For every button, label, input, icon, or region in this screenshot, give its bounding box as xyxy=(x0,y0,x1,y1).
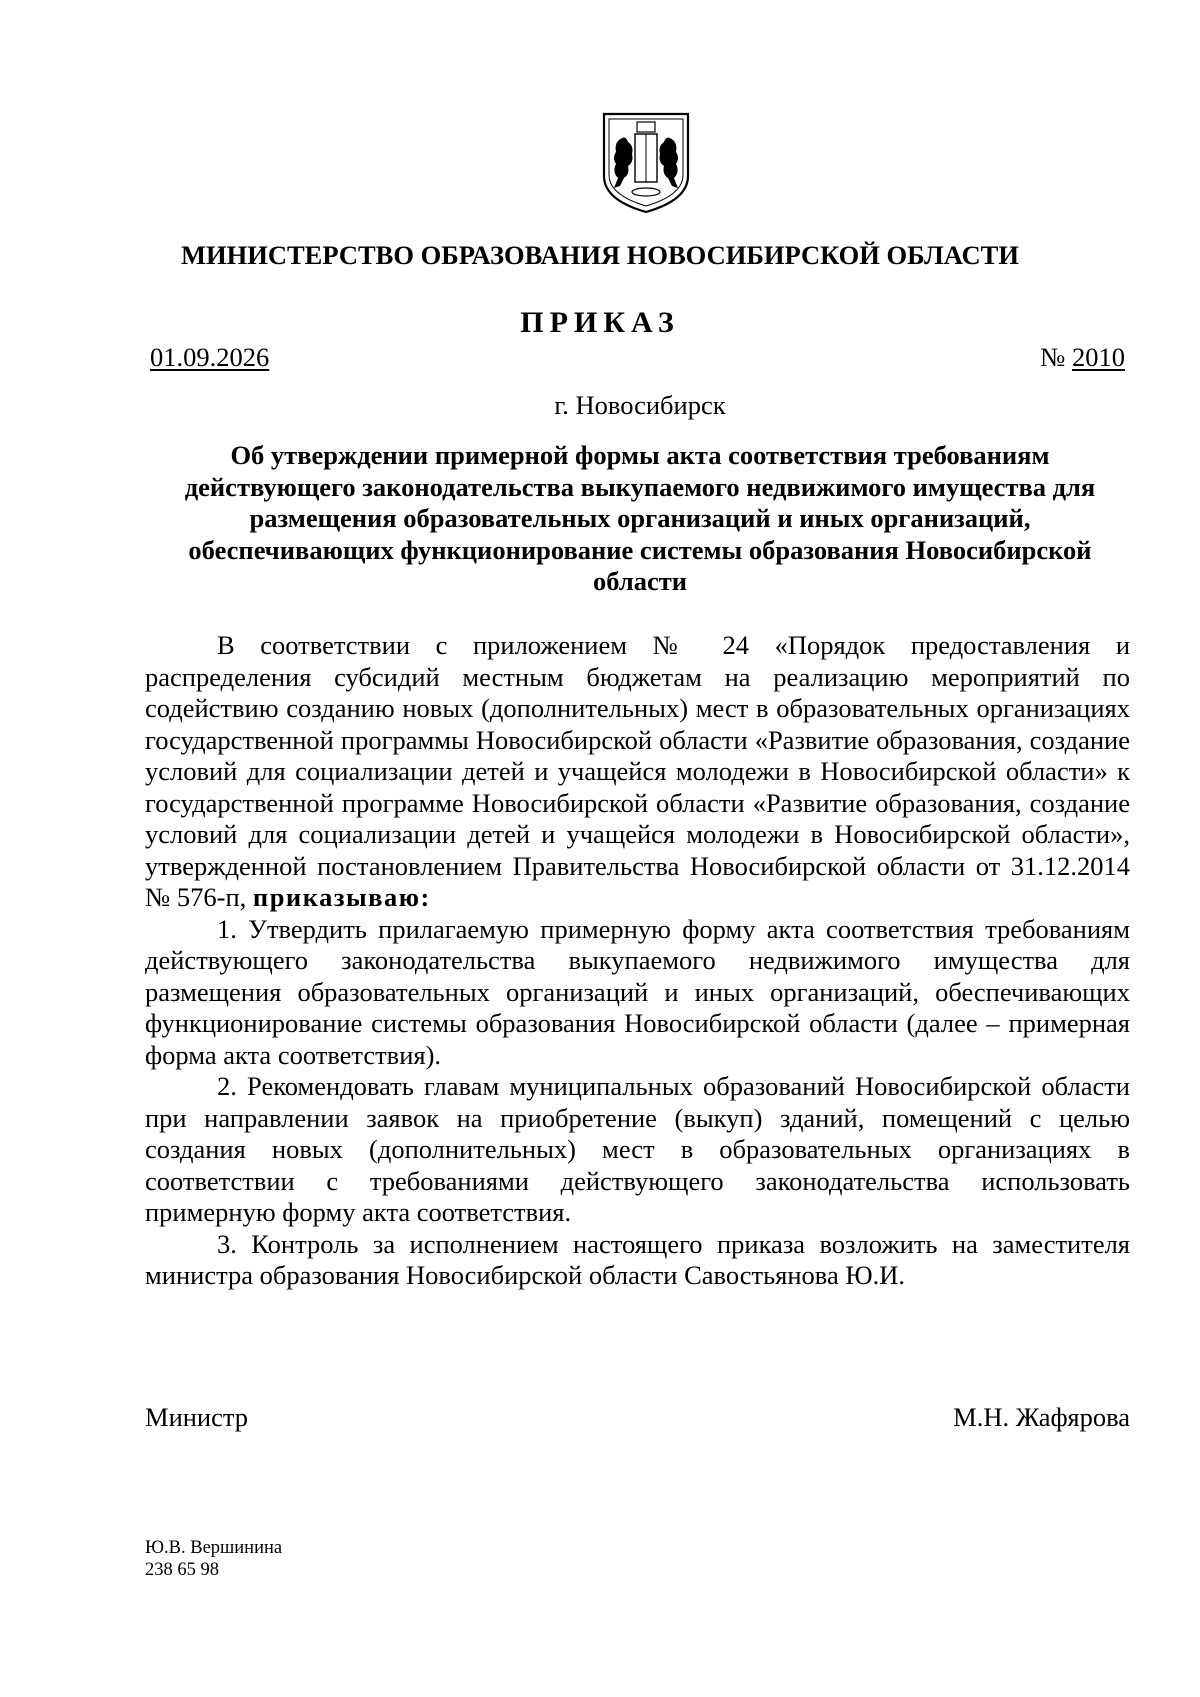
signatory-name: М.Н. Жафярова xyxy=(953,1402,1130,1432)
executor-phone: 238 65 98 xyxy=(145,1560,219,1580)
order-number-prefix: № xyxy=(1040,342,1066,372)
order-date xyxy=(150,342,269,373)
order-word: приказываю: xyxy=(252,882,431,912)
preamble-text: В соответствии с приложением № 24 «Порядок предоставления и распределения субсидий местным бюджетам на реализацию мероприятий по содействию созданию новых (дополнительных) мест в образовательных организациях государственной программы Новосибирской области «Развитие образования, создание условий для социализации детей и учащейся молодежи в Новосибирской области» к государственной программе Новосибирской области «Развитие образования, создание условий для социализации детей и учащейся молодежи в Новосибирской области», утвержденной постановлением Правительства Новосибирской области от 31.12.2014 № 576-п, xyxy=(145,630,1130,912)
order-item-1: 1. Утвердить прилагаемую примерную форму акта соответствия требованиям действующего законодательства выкупаемого недвижимого имущества для размещения образовательных организаций и иных организаций, обеспечивающих функционирование системы образования Новосибирской области (далее – примерная форма акта соответствия). xyxy=(145,913,1130,1070)
preamble-paragraph xyxy=(145,630,1130,914)
city: г. Новосибирск xyxy=(554,390,726,420)
order-subject: Об утверждении примерной формы акта соответствия требованиям действующего законодательства выкупаемого недвижимого имущества для размещения образовательных организаций и иных организаций, обеспечивающих функционирование системы образования Новосибирской области xyxy=(184,440,1096,596)
signatory-title: Министр xyxy=(145,1402,249,1432)
order-number-value: 2010 xyxy=(1072,342,1125,372)
order-item-3: 3. Контроль за исполнением настоящего приказа возложить на заместителя министра образования Новосибирской области Савостьянова Ю.И. xyxy=(145,1228,1130,1290)
executor-block xyxy=(145,1537,282,1581)
ministry-name: МИНИСТЕРСТВО ОБРАЗОВАНИЯ НОВОСИБИРСКОЙ ОБЛАСТИ xyxy=(181,240,1019,270)
coat-of-arms-icon xyxy=(600,108,692,216)
executor-name: Ю.В. Вершинина xyxy=(145,1538,283,1558)
order-number xyxy=(1040,342,1125,373)
document-type: ПРИКАЗ xyxy=(520,306,680,339)
order-item-2: 2. Рекомендовать главам муниципальных образований Новосибирской области при направлении заявок на приобретение (выкуп) зданий, помещений с целью создания новых (дополнительных) мест в образовательных организациях в соответствии с требованиями действующего законодательства использовать примерную форму акта соответствия. xyxy=(145,1071,1130,1227)
order-date-value: 01.09.2026 xyxy=(150,342,270,372)
order-body xyxy=(145,630,1130,1292)
